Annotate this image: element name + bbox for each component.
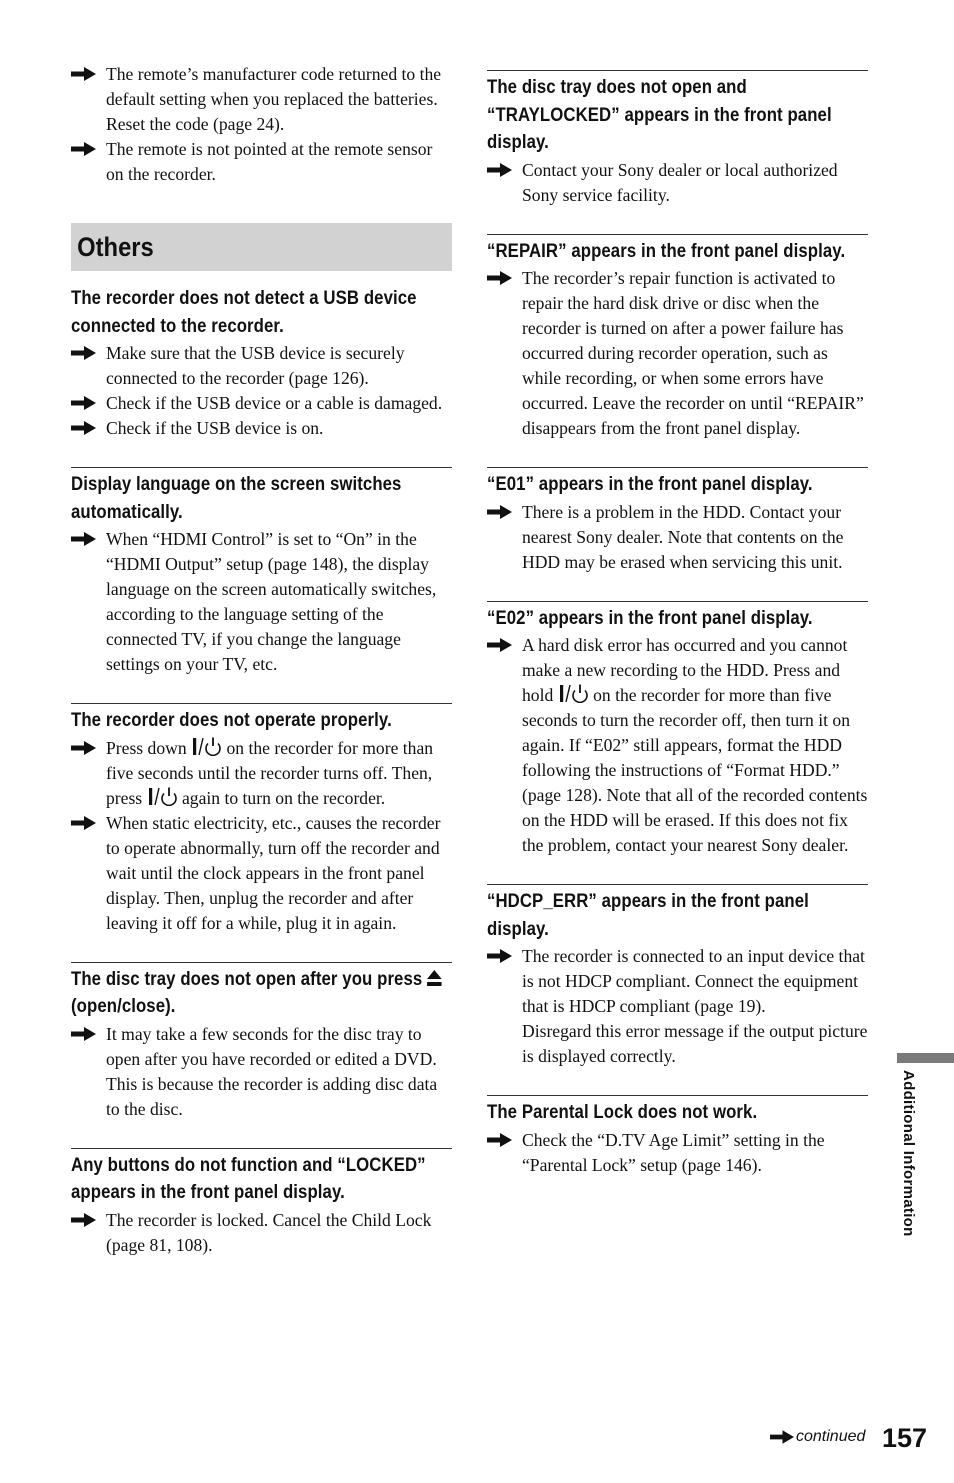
list-item: A hard disk error has occurred and you cannot make a new recording to the HDD. Press and hold on the recorder for more than five seconds to turn the recorder off, then turn it on again. If “E02” still appears, format the HDD following the instructions of “Format HDD.” (page 128). Note that all of the recorded contents on the HDD will be erased. If this does not fix the problem, contact your nearest Sony dealer. [487,633,868,858]
arrow-right-icon [487,163,512,177]
arrow-right-icon [71,421,96,435]
power-icon [147,787,178,806]
arrow-right-icon [71,1213,96,1227]
arrow-right-icon [71,142,96,156]
arrow-right-icon [71,816,96,830]
right-column [487,70,868,1178]
language-heading: Display language on the screen switches automatically. [71,473,402,523]
locked-section [71,1148,452,1258]
section-title: Others [77,231,154,262]
list-item: Check the “D.TV Age Limit” setting in the “Parental Lock” setup (page 146). [487,1128,868,1178]
list-item: The recorder’s repair function is activated to repair the hard disk drive or disc when the recorder is turned on after a power failure has occurred during recorder operation, such as while recording, or when some errors have occurred. Leave the recorder on until “REPAIR” disappears from the front panel display. [487,266,868,441]
arrow-right-icon [487,271,512,285]
arrow-right-icon [487,505,512,519]
usb-section [71,285,452,441]
tray-section [71,962,452,1122]
power-icon [191,737,222,756]
list-item: The remote is not pointed at the remote sensor on the recorder. [71,137,452,187]
parental-section [487,1095,868,1178]
arrow-right-icon [71,396,96,410]
arrow-right-icon [71,1027,96,1041]
others-section-banner [71,223,452,271]
repair-heading: “REPAIR” appears in the front panel display. [487,239,846,262]
list-item: The recorder is connected to an input device that is not HDCP compliant. Connect the equipment that is HDCP compliant (page 19). [487,944,868,1019]
left-column [71,62,452,1258]
arrow-right-icon [487,1133,512,1147]
arrow-right-icon [71,67,96,81]
e02-heading: “E02” appears in the front panel display. [487,606,813,629]
list-item: There is a problem in the HDD. Contact your nearest Sony dealer. Note that contents on the HDD may be erased when servicing this unit. [487,500,868,575]
list-item: Press down on the recorder for more than five seconds until the recorder turns off. Then, press again to turn on the recorder. [71,736,452,811]
tray-heading: The disc tray does not open after you press (open/close). [71,966,451,1021]
side-tab-marker [897,1053,954,1063]
arrow-right-icon [71,346,96,360]
side-section-label: Additional Information [900,1070,917,1237]
hdcp-section [487,884,868,1069]
continued-indicator: continued [770,1428,865,1446]
language-section [71,467,452,677]
list-item: Make sure that the USB device is securely connected to the recorder (page 126). [71,341,452,391]
arrow-right-icon [487,638,512,652]
parental-heading: The Parental Lock does not work. [487,1101,758,1123]
e01-section [487,467,868,575]
arrow-right-icon [71,532,96,546]
eject-icon [427,970,442,986]
list-item: Check if the USB device is on. [71,416,452,441]
repair-section [487,234,868,442]
list-item: Check if the USB device or a cable is damaged. [71,391,452,416]
e01-heading: “E01” appears in the front panel display. [487,473,813,495]
arrow-right-icon [487,949,512,963]
list-item: Contact your Sony dealer or local authorized Sony service facility. [487,158,868,208]
list-item: The recorder is locked. Cancel the Child Lock (page 81, 108). [71,1208,452,1258]
usb-heading: The recorder does not detect a USB device connected to the recorder. [71,287,417,337]
list-item: When static electricity, etc., causes the recorder to operate abnormally, turn off the recorder and wait until the clock appears in the front panel display. Then, unplug the recorder and after leaving it off for a while, plug it in again. [71,811,452,936]
operate-section [71,703,452,936]
locked-heading: Any buttons do not function and “LOCKED” appears in the front panel display. [71,1153,426,1203]
traylocked-section [487,70,868,208]
hdcp-heading: “HDCP_ERR” appears in the front panel display. [487,890,809,940]
arrow-right-icon [770,1430,794,1444]
list-item: It may take a few seconds for the disc tray to open after you have recorded or edited a DVD. This is because the recorder is adding disc data to the disc. [71,1022,452,1122]
list-item: The remote’s manufacturer code returned to the default setting when you replaced the batteries. Reset the code (page 24). [71,62,452,137]
power-icon [558,684,589,703]
operate-heading: The recorder does not operate properly. [71,709,392,731]
list-item: When “HDMI Control” is set to “On” in the “HDMI Output” setup (page 148), the display language on the screen automatically switches, according to the language setting of the connected TV, if you change the language settings on your TV, etc. [71,527,452,677]
arrow-right-icon [71,741,96,755]
traylocked-heading: The disc tray does not open and “TRAYLOCKED” appears in the front panel display. [487,76,832,153]
hdcp-note: Disregard this error message if the output picture is displayed correctly. [522,1021,868,1066]
page-number: 157 [882,1423,928,1453]
intro-section [71,62,452,187]
e02-section [487,601,868,859]
